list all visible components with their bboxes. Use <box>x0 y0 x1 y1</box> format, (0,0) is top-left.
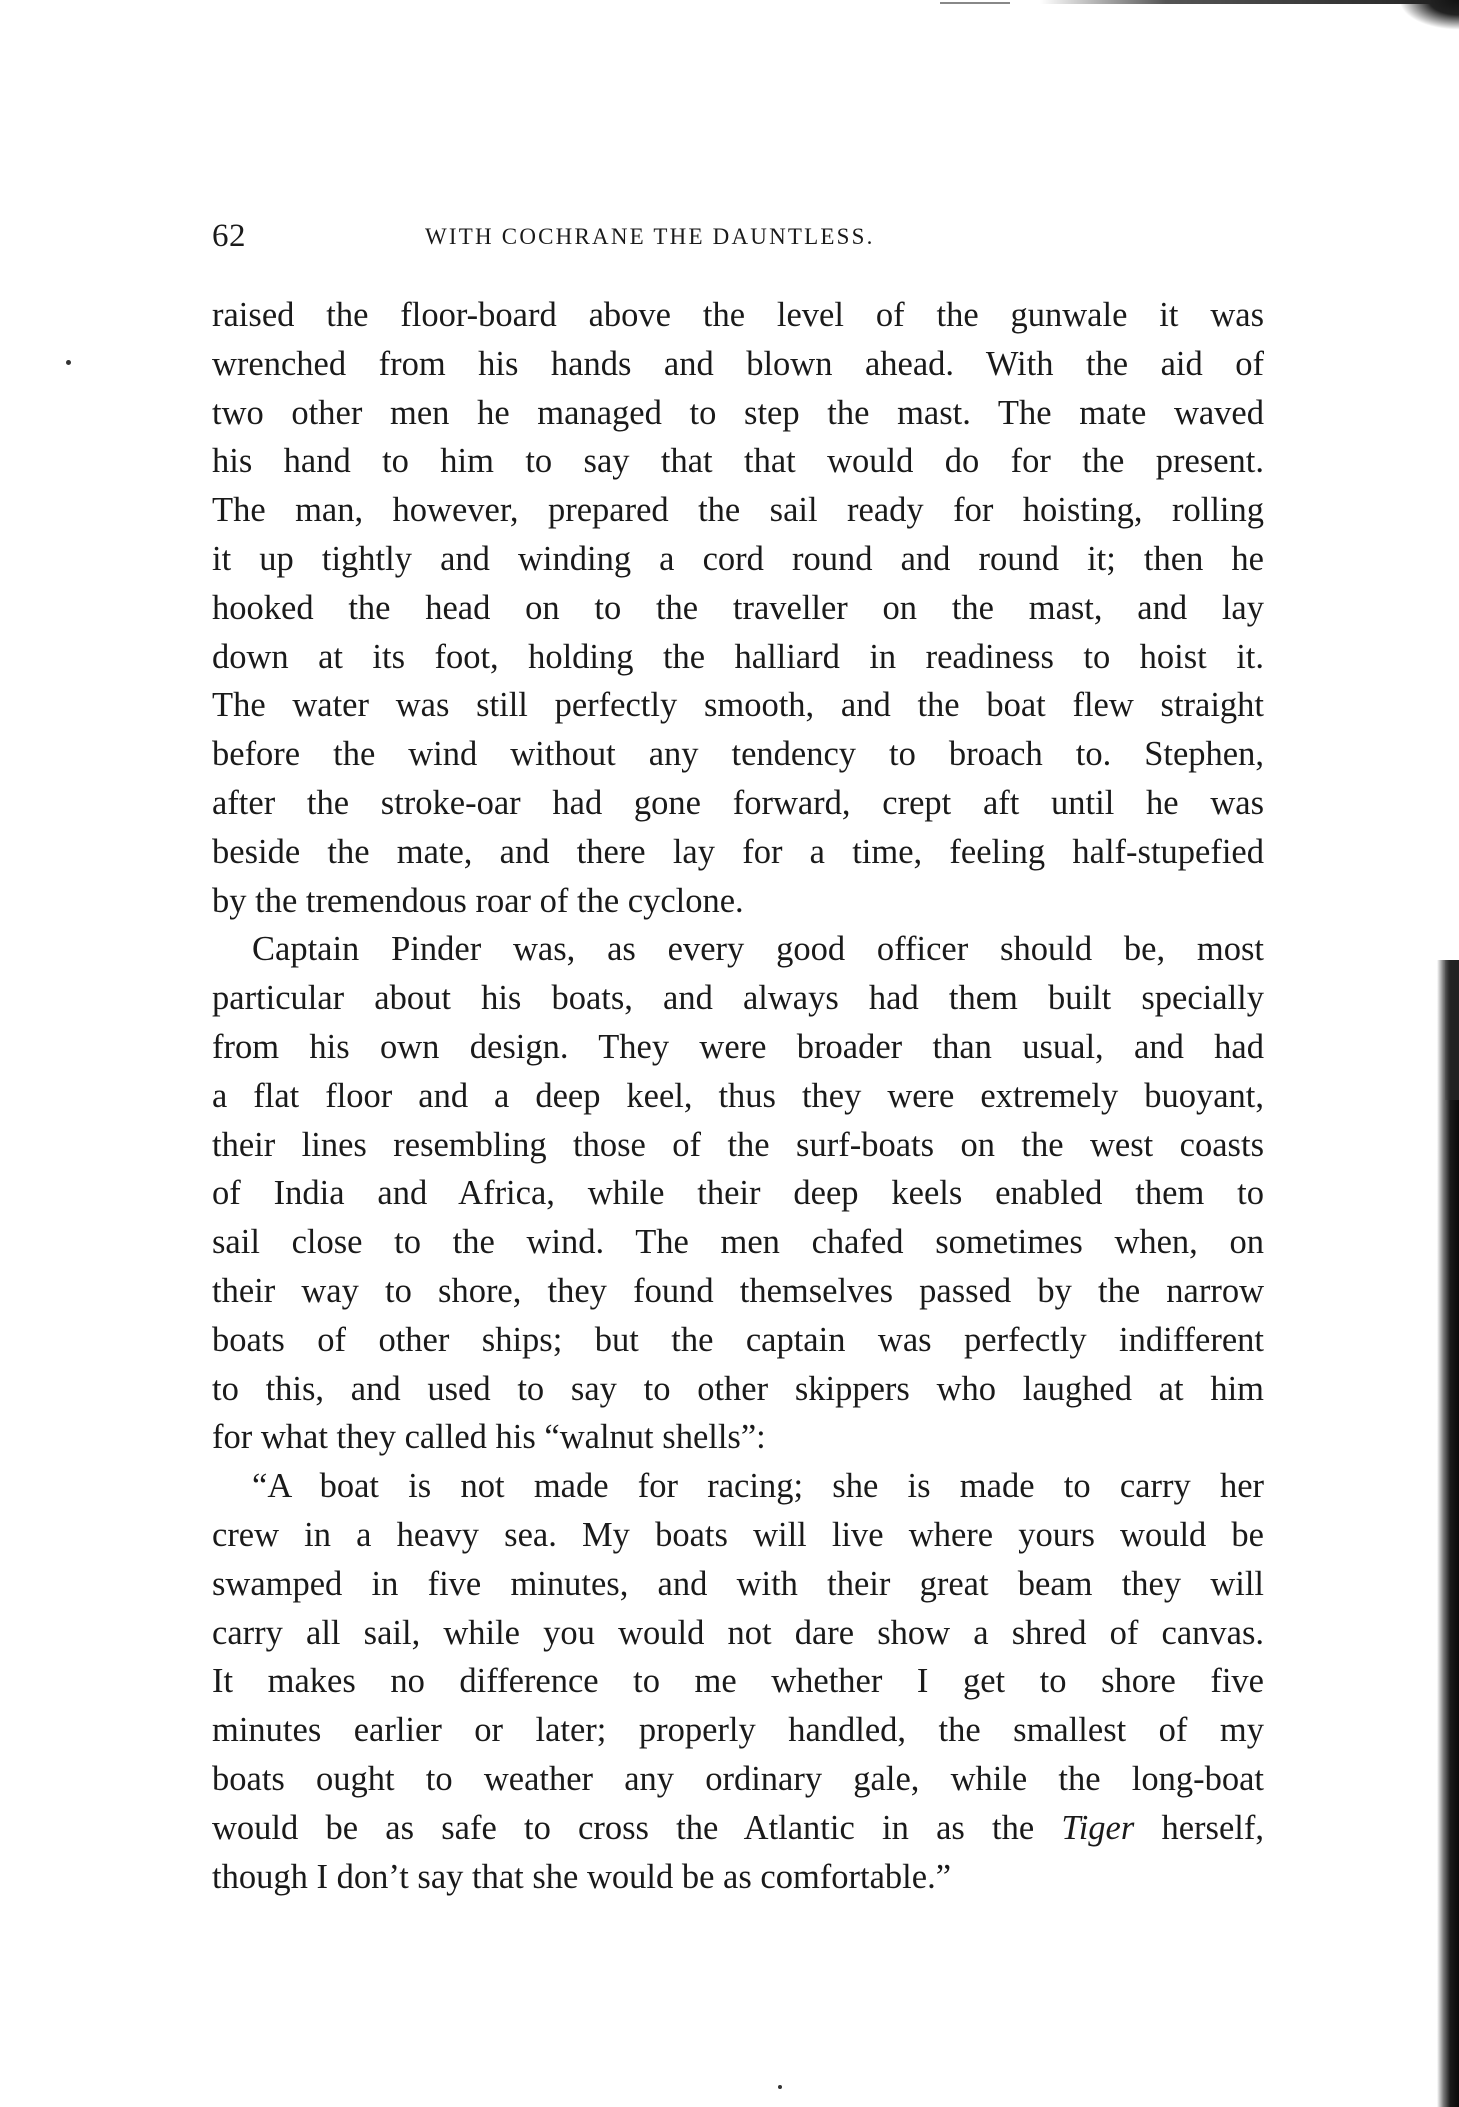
text-line: The man, however, prepared the sail ready for hoisting, rolling <box>212 491 1264 530</box>
text-line: his hand to him to say that that would do for the present. <box>212 442 1264 481</box>
text-line: wrenched from his hands and blown ahead. With the aid of <box>212 344 1264 383</box>
paragraph-2 <box>212 925 1264 1462</box>
text-line: sail close to the wind. The men chafed sometimes when, on <box>212 1223 1264 1262</box>
paragraph-1 <box>212 291 1264 925</box>
text-line: two other men he managed to step the mast. The mate waved <box>212 393 1264 432</box>
text-line: The water was still perfectly smooth, and the boat flew straight <box>212 686 1264 725</box>
scan-speck <box>778 2085 782 2089</box>
text-line: “A boat is not made for racing; she is made to carry her <box>252 1467 1264 1506</box>
text-line: before the wind without any tendency to broach to. Stephen, <box>212 735 1264 774</box>
text-line: of India and Africa, while their deep keels enabled them to <box>212 1174 1264 1213</box>
text-line: a flat floor and a deep keel, thus they were extremely buoyant, <box>212 1076 1264 1115</box>
page-header <box>212 218 1262 262</box>
scan-speck <box>66 360 71 365</box>
scan-artifact-right-edge-upper <box>1445 960 1459 1100</box>
text-line: after the stroke-oar had gone forward, crept aft until he was <box>212 783 1264 822</box>
text-line: crew in a heavy sea. My boats will live where yours would be <box>212 1515 1264 1554</box>
text-line: to this, and used to say to other skippers who laughed at him <box>212 1369 1264 1408</box>
text-line: for what they called his “walnut shells”: <box>212 1418 766 1457</box>
text-line: by the tremendous roar of the cyclone. <box>212 881 744 920</box>
text-line: though I don’t say that she would be as comfortable.” <box>212 1857 952 1896</box>
text-line: carry all sail, while you would not dare show a shred of canvas. <box>212 1613 1264 1652</box>
text-line: It makes no difference to me whether I get to shore five <box>212 1662 1264 1701</box>
text-line: it up tightly and winding a cord round and round it; then he <box>212 539 1264 578</box>
ship-name-italic: Tiger <box>1061 1808 1135 1847</box>
running-head: WITH COCHRANE THE DAUNTLESS. <box>425 224 875 249</box>
page-number: 62 <box>212 218 246 254</box>
text-line: down at its foot, holding the halliard in readiness to hoist it. <box>212 637 1264 676</box>
scan-artifact-top-rule <box>1040 0 1459 4</box>
scan-artifact-dash <box>940 2 1010 4</box>
text-line: their lines resembling those of the surf-boats on the west coasts <box>212 1125 1264 1164</box>
text-line: Captain Pinder was, as every good officer should be, most <box>252 930 1264 969</box>
text-line: beside the mate, and there lay for a time, feeling half-stupefied <box>212 832 1264 871</box>
scan-artifact-right-edge <box>1437 960 1459 2107</box>
text-line: boats ought to weather any ordinary gale, while the long-boat <box>212 1759 1264 1798</box>
text-line: hooked the head on to the traveller on the mast, and lay <box>212 588 1264 627</box>
text-line: minutes earlier or later; properly handled, the smallest of my <box>212 1711 1264 1750</box>
text-segment: would be as safe to cross the Atlantic in as the <box>212 1808 1062 1847</box>
text-line: raised the floor-board above the level of the gunwale it was <box>212 296 1264 334</box>
text-line: from his own design. They were broader than usual, and had <box>212 1027 1264 1066</box>
text-line-with-italic <box>212 1804 1264 1853</box>
scan-artifact-corner <box>1399 0 1459 30</box>
text-line: their way to shore, they found themselves passed by the narrow <box>212 1271 1264 1310</box>
paragraph-3 <box>212 1462 1264 1901</box>
text-segment: herself, <box>1134 1808 1264 1847</box>
text-line: boats of other ships; but the captain was perfectly indifferent <box>212 1320 1264 1359</box>
text-line: particular about his boats, and always had them built specially <box>212 979 1264 1018</box>
text-line: swamped in five minutes, and with their great beam they will <box>212 1564 1264 1603</box>
body-text <box>212 291 1264 1901</box>
